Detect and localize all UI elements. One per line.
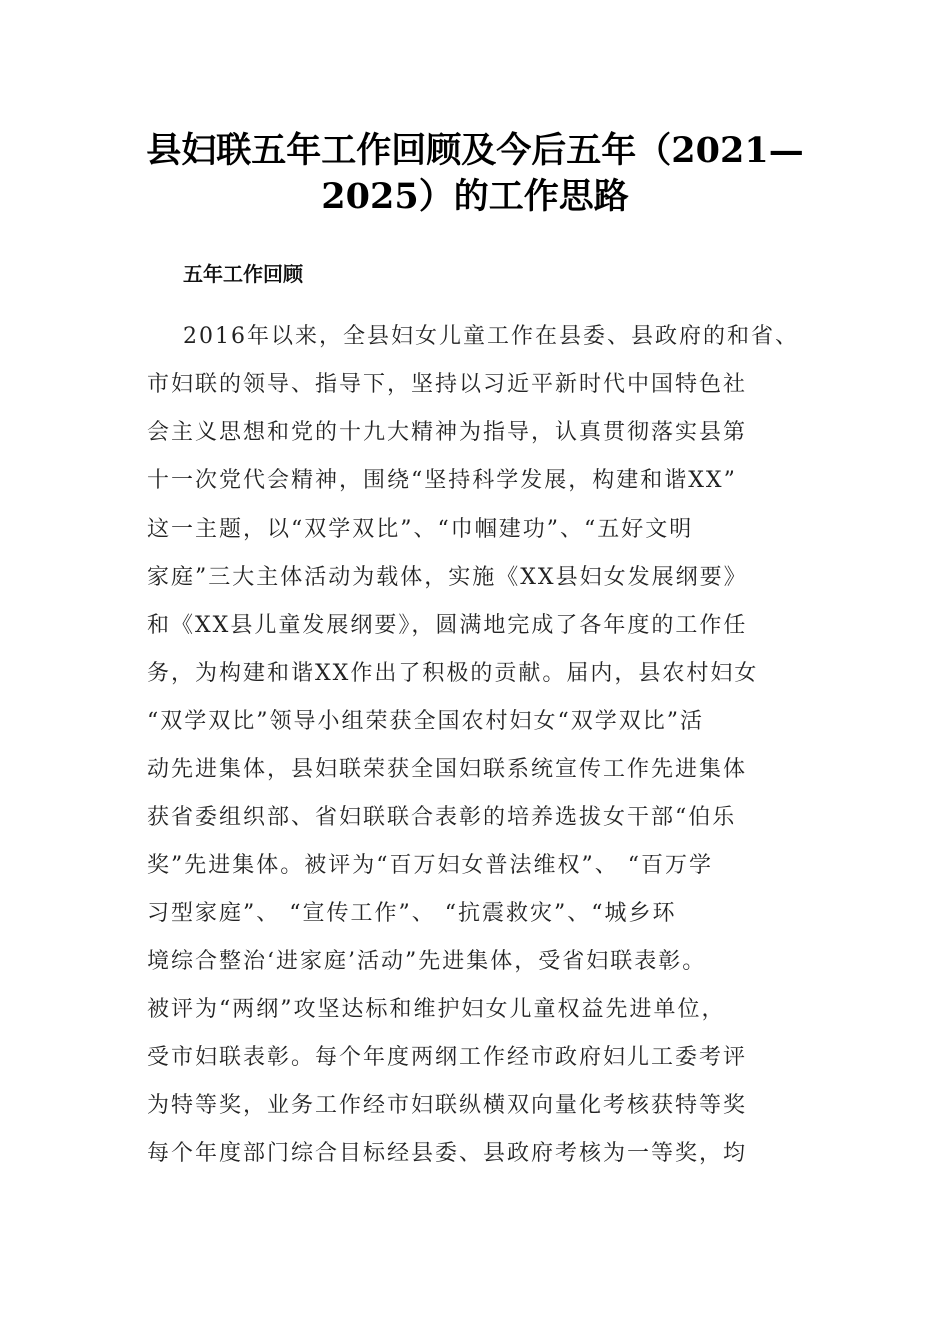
body-line: 会主义思想和党的十九大精神为指导，认真贯彻落实县第 bbox=[147, 420, 748, 445]
body-line: 2016年以来，全县妇女儿童工作在县委、县政府的和省、 bbox=[183, 324, 799, 349]
body-line: 十一次党代会精神，围绕“坚持科学发展，构建和谐XX” bbox=[147, 468, 737, 493]
body-line: 被评为“两纲”攻坚达标和维护妇女儿童权益先进单位， bbox=[147, 997, 726, 1022]
body-line: 每个年度部门综合目标经县委、县政府考核为一等奖，均 bbox=[147, 1141, 748, 1166]
body-line: 市妇联的领导、指导下，坚持以习近平新时代中国特色社 bbox=[147, 372, 748, 397]
document-title-line-2: 2025）的工作思路 bbox=[321, 176, 629, 217]
body-line: 和《XX县儿童发展纲要》，圆满地完成了各年度的工作任 bbox=[147, 613, 748, 638]
body-line: 务，为构建和谐XX作出了积极的贡献。届内，县农村妇女 bbox=[147, 661, 759, 686]
body-line: 动先进集体，县妇联荣获全国妇联系统宣传工作先进集体 bbox=[147, 757, 748, 782]
body-line: “双学双比”领导小组荣获全国农村妇女“双学双比”活 bbox=[147, 709, 704, 734]
section-heading: 五年工作回顾 bbox=[183, 262, 303, 286]
body-line: 受市妇联表彰。每个年度两纲工作经市政府妇儿工委考评 bbox=[147, 1045, 748, 1070]
body-line: 这一主题，以“双学双比”、“巾帼建功”、“五好文明 bbox=[147, 517, 694, 542]
body-line: 家庭”三大主体活动为载体，实施《XX县妇女发展纲要》 bbox=[147, 565, 748, 590]
body-line: 获省委组织部、省妇联联合表彰的培养选拔女干部“伯乐 bbox=[147, 805, 737, 830]
body-line: 习型家庭”、 “宣传工作”、 “抗震救灾”、“城乡环 bbox=[147, 901, 677, 926]
body-line: 为特等奖，业务工作经市妇联纵横双向量化考核获特等奖 bbox=[147, 1093, 748, 1118]
body-line: 奖”先进集体。被评为“百万妇女普法维权”、 “百万学 bbox=[147, 853, 713, 878]
document-title-line-1: 县妇联五年工作回顾及今后五年（2021— bbox=[146, 130, 804, 171]
body-line: 境综合整治‘进家庭’活动”先进集体，受省妇联表彰。 bbox=[147, 949, 707, 974]
